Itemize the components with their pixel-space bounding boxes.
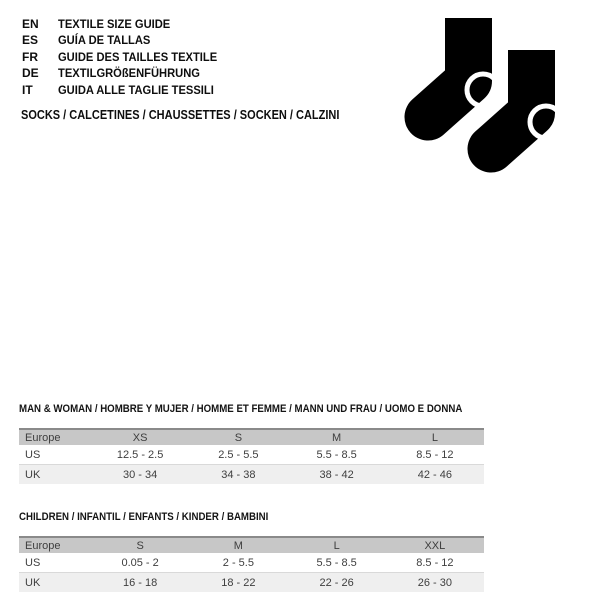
language-code: ES [22, 33, 39, 48]
column-header: M [288, 429, 386, 445]
size-cell: 26 - 30 [386, 573, 484, 593]
table-row [19, 465, 484, 485]
size-table-children [19, 536, 484, 592]
language-code: EN [22, 17, 39, 31]
column-header: S [91, 537, 189, 553]
row-label: US [19, 553, 91, 573]
sock-shape [428, 18, 499, 117]
size-cell: 5.5 - 8.5 [288, 445, 386, 465]
language-code: IT [22, 82, 33, 97]
row-label: UK [19, 573, 91, 593]
size-cell: 2 - 5.5 [189, 553, 287, 573]
language-label: TEXTILE SIZE GUIDE [58, 17, 171, 31]
column-header: L [386, 429, 484, 445]
size-cell: 18 - 22 [189, 573, 287, 593]
column-header: Europe [19, 429, 91, 445]
size-cell: 2.5 - 5.5 [189, 445, 287, 465]
column-header: S [189, 429, 287, 445]
table-row [19, 445, 484, 465]
language-label: GUÍA DE TALLAS [58, 33, 151, 48]
table-header-row [19, 537, 484, 553]
size-table-section-adults [19, 403, 484, 484]
size-table-adults [19, 428, 484, 484]
language-guide-list [22, 16, 229, 98]
language-item [22, 65, 229, 81]
size-cell: 42 - 46 [386, 465, 484, 485]
language-code: DE [22, 66, 39, 81]
size-cell: 5.5 - 8.5 [288, 553, 386, 573]
row-label: US [19, 445, 91, 465]
language-label: GUIDA ALLE TAGLIE TESSILI [58, 82, 214, 97]
column-header: XXL [386, 537, 484, 553]
language-label: GUIDE DES TAILLES TEXTILE [58, 49, 218, 64]
language-code: FR [22, 49, 38, 64]
language-item [22, 82, 229, 98]
column-header: M [189, 537, 287, 553]
table-header-row [19, 429, 484, 445]
socks-icon [380, 0, 580, 200]
table-row [19, 553, 484, 573]
size-cell: 38 - 42 [288, 465, 386, 485]
size-cell: 22 - 26 [288, 573, 386, 593]
size-cell: 12.5 - 2.5 [91, 445, 189, 465]
size-cell: 8.5 - 12 [386, 445, 484, 465]
language-label: TEXTILGRÖßENFÜHRUNG [58, 66, 200, 81]
sock-shape [491, 50, 562, 149]
column-header: L [288, 537, 386, 553]
size-cell: 8.5 - 12 [386, 553, 484, 573]
language-item [22, 32, 229, 48]
table-title: CHILDREN / INFANTIL / ENFANTS / KINDER / BAMBINI [19, 511, 269, 523]
size-cell: 16 - 18 [91, 573, 189, 593]
language-item [22, 16, 229, 32]
size-cell: 34 - 38 [189, 465, 287, 485]
table-row [19, 573, 484, 593]
row-label: UK [19, 465, 91, 485]
category-line: SOCKS / CALCETINES / CHAUSSETTES / SOCKEN / CALZINI [21, 108, 340, 122]
column-header: Europe [19, 537, 91, 553]
size-cell: 0.05 - 2 [91, 553, 189, 573]
table-title: MAN & WOMAN / HOMBRE Y MUJER / HOMME ET FEMME / MANN UND FRAU / UOMO E DONNA [19, 403, 463, 415]
column-header: XS [91, 429, 189, 445]
size-cell: 30 - 34 [91, 465, 189, 485]
language-item [22, 49, 229, 65]
size-table-section-children [19, 511, 484, 592]
